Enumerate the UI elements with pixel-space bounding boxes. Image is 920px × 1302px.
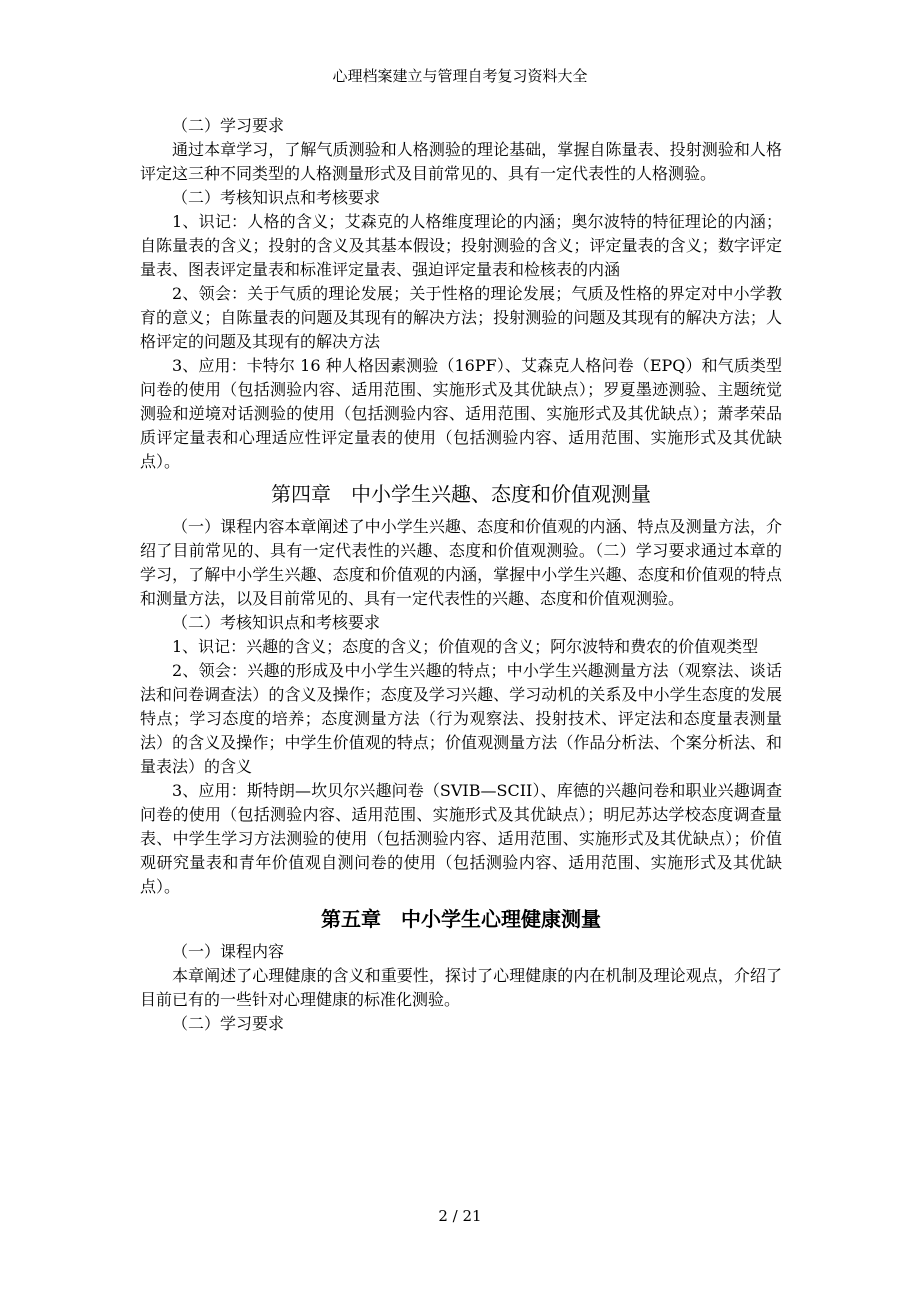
paragraph: 1、识记：人格的含义；艾森克的人格维度理论的内涵；奥尔波特的特征理论的内涵；自陈量表的含义；投射的含义及其基本假设；投射测验的含义；评定量表的含义；数字评定量表、图表评定量表和标准评定量表、强迫评定量表和检核表的内涵 xyxy=(140,212,782,279)
paragraph: 3、应用：卡特尔 16 种人格因素测验（16PF）、艾森克人格问卷（EPQ）和气质类型问卷的使用（包括测验内容、适用范围、实施形式及其优缺点）；罗夏墨迹测验、主题统觉测验和逆境对话测验的使用（包括测验内容、适用范围、实施形式及其优缺点）；萧孝荣品质评定量表和心理适应性评定量表的使用（包括测验内容、适用范围、实施形式及其优缺点）。 xyxy=(140,356,782,471)
chapter-title: 第五章 中小学生心理健康测量 xyxy=(321,907,601,931)
document-body xyxy=(140,114,782,1036)
paragraph: （一）课程内容本章阐述了中小学生兴趣、态度和价值观的内涵、特点及测量方法，介绍了目前常见的、具有一定代表性的兴趣、态度和价值观测验。（二）学习要求通过本章的学习，了解中小学生兴趣、态度和价值观的内涵，掌握中小学生兴趣、态度和价值观的特点和测量方法，以及目前常见的、具有一定代表性的兴趣、态度和价值观测验。 xyxy=(140,517,782,608)
page-number: 2 / 21 xyxy=(438,1207,482,1225)
paragraph: 通过本章学习，了解气质测验和人格测验的理论基础，掌握自陈量表、投射测验和人格评定这三种不同类型的人格测量形式及目前常见的、具有一定代表性的人格测验。 xyxy=(140,140,782,183)
section-subheading: （一）课程内容 xyxy=(172,942,285,961)
section-subheading: （二）学习要求 xyxy=(172,116,285,135)
paragraph: 2、领会：关于气质的理论发展；关于性格的理论发展；气质及性格的界定对中小学教育的意义；自陈量表的问题及其现有的解决方法；投射测验的问题及其现有的解决方法；人格评定的问题及其现有的解决方法 xyxy=(140,284,782,351)
section-subheading: （二）考核知识点和考核要求 xyxy=(172,188,381,207)
section-subheading: （二）考核知识点和考核要求 xyxy=(172,613,381,632)
paragraph: 1、识记：兴趣的含义；态度的含义；价值观的含义；阿尔波特和费农的价值观类型 xyxy=(172,637,759,656)
paragraph: 2、领会：兴趣的形成及中小学生兴趣的特点；中小学生兴趣测量方法（观察法、谈话法和问卷调查法）的含义及操作；态度及学习兴趣、学习动机的关系及中小学生态度的发展特点；学习态度的培养；态度测量方法（行为观察法、投射技术、评定法和态度量表测量法）的含义及操作；中学生价值观的特点；价值观测量方法（作品分析法、个案分析法、和量表法）的含义 xyxy=(140,661,782,776)
chapter-title: 第四章 中小学生兴趣、态度和价值观测量 xyxy=(271,482,651,506)
section-subheading: （二）学习要求 xyxy=(172,1014,285,1033)
paragraph: 3、应用：斯特朗—坎贝尔兴趣问卷（SVIB—SCII）、库德的兴趣问卷和职业兴趣调查问卷的使用（包括测验内容、适用范围、实施形式及其优缺点）；明尼苏达学校态度调查量表、中学生学习方法测验的使用（包括测验内容、适用范围、实施形式及其优缺点）；价值观研究量表和青年价值观自测问卷的使用（包括测验内容、适用范围、实施形式及其优缺点）。 xyxy=(140,781,782,896)
paragraph: 本章阐述了心理健康的含义和重要性，探讨了心理健康的内在机制及理论观点，介绍了目前已有的一些针对心理健康的标准化测验。 xyxy=(140,966,782,1009)
page-header: 心理档案建立与管理自考复习资料大全 xyxy=(332,67,588,85)
